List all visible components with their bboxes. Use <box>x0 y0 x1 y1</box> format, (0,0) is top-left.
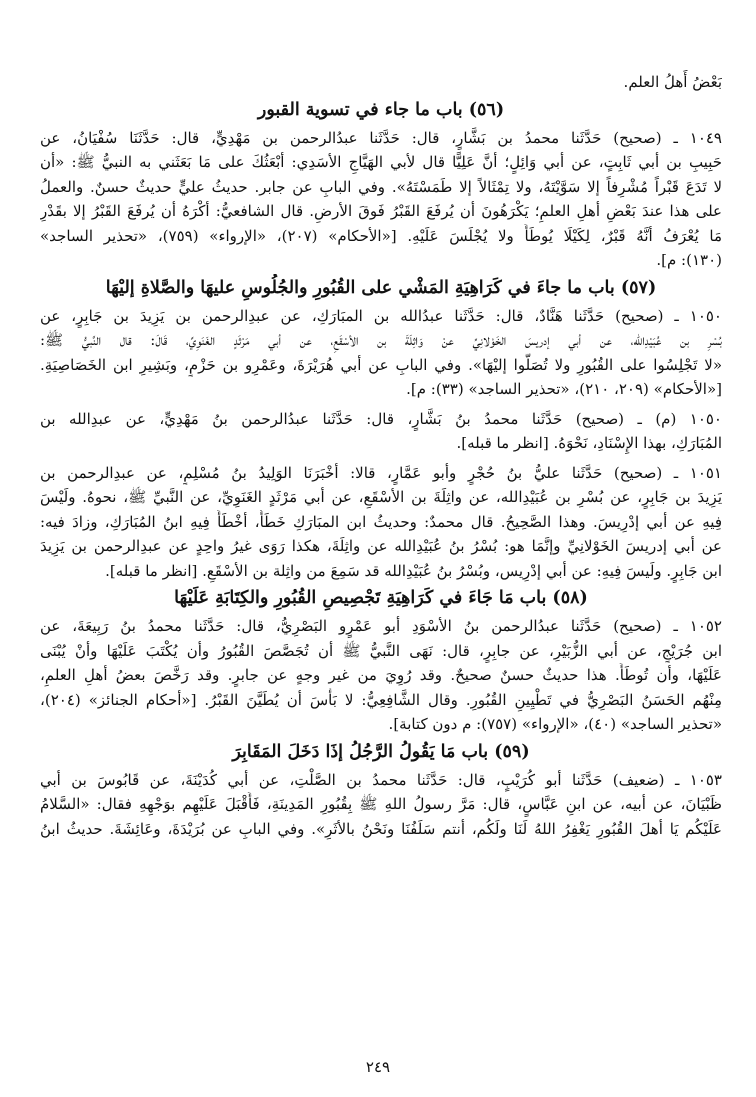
text-line: ١٠٥٢ ـ (صحيح) حَدَّثَنا عبدُالرحمن بنُ الأسْوَدِ أبو عَمْرٍو البَصْرِيُّ، قال: حَدَّثَنا محمدُ بنُ رَبِيعَةَ، عن <box>40 617 722 635</box>
text-line: ابن جَابِرٍ. ولَيسَ فِيهِ: عن أبي إدْرِيس، وبُسْرُ بنُ عُبَيْدِالله قد سَمِعَ من واثِلة بن الأسْقَعِ. [انظر ما قبله]. <box>105 561 722 580</box>
text-line: على هذا عندَ بَعْضِ أهلِ العلمِ؛ يَكْرَهُونَ أن يُرفَعَ القَبْرُ فَوقَ الأرضِ. قال الشافعيُّ: أكْرَهُ أن يُرفَعَ القَبْرُ إلا بقَدْرِ <box>40 202 722 220</box>
text-line: [«الأحكام» (٢٠٩، ٢١٠)، «تحذير الساجد» (٣٣): م]. <box>406 380 722 398</box>
text-line: ظَبْيَانَ، عن أبيه، عن ابنِ عَبَّاسٍ، قال: مَرَّ رسولُ اللهِ ﷺ بِقُبُورِ المَدِينَةِ، فَأَقْبَلَ عَلَيْهِم بوَجْهِهِ فقال: «السَّلامُ <box>40 795 722 813</box>
text-line: عَلَيْهَا، وأن تُوطَأَ. هذا حديثٌ حسنٌ صحيحٌ. وقد رُوِيَ من غير وجهٍ عن جابرٍ. وقد رَخَّصَ بعضُ أهلِ العلمِ، <box>40 666 722 684</box>
hadith-1050-m <box>40 407 722 456</box>
text-line: عن أبي إدريسَ الخَوْلانِيِّ وإنَّمَا هو: بُسْرُ بنُ عُبَيْدِالله عن واثِلَةَ، هكذا رَوَى غيرُ واحِدٍ عن عبدِالرحمن بن يَزِيدَ <box>40 537 722 555</box>
text-line: مِنْهُم الحَسَنُ البَصْرِيُّ في تَطْيِينِ القُبُورِ. وقال الشَّافِعِيُّ: لا بَأْسَ أن يُطَيَّنَ القَبْرُ. [«أحكام الجنائز» (٢٠٤)، <box>40 690 722 709</box>
hadith-1052 <box>40 614 722 737</box>
text-line: مَا يُعْرَفُ أنَّهُ قَبْرٌ، لِكَيْلَا يُوطَأَ ولا يُجْلَسَ عَلَيْهِ. [«الأحكام» (٢٠٧)، «الإرواء» (٧٥٩)، «تحذير الساجد» <box>40 226 722 245</box>
text-line: بُسْرِ بن عُبَيْدِالله، عن أبي إدريسَ الخَوْلانِيِّ عنْ وَاثِلَةَ بن الأسْقَعِ، عن أبي مَرْثَدٍ الغَنَوِيِّ، قَالَ: قال النَّبيُّ ﷺ: <box>40 331 722 349</box>
text-line: ١٠٥٣ ـ (ضعيف) حَدَّثَنا أبو كُرَيْبٍ، قال: حَدَّثَنا محمدُ بن الصَّلْتِ، عن أبي كُدَيْنَةَ، عن قَابُوسَ بن أبي <box>40 770 722 789</box>
text-line: المُبَارَكِ، بهذا الإِسْنَادِ، نَحْوَهُ. [انظر ما قبله]. <box>456 434 722 452</box>
text-line: ابن جُرَيْجٍ، عن أبي الزُّبَيْرِ، عن جابِرٍ، قال: نَهَى النَّبيُّ ﷺ أن تُجَصَّصَ القُبُورُ وأن يُكْتَبَ عَلَيْهَا وأنْ يُبْنَى <box>40 641 722 660</box>
page-body <box>40 68 722 841</box>
hadith-1051 <box>40 461 722 584</box>
text-line: حَبِيبِ بن أبي ثَابِتٍ، عن أبي وَائِلٍ؛ أنَّ عَلِيًّا قال لأبي الهَيَّاجِ الأسَدِي: أبْعَثُكَ على مَا بَعَثَني به النبيُّ ﷺ: «أن <box>40 153 722 171</box>
continuation-paragraph <box>40 70 722 95</box>
text-line: «تحذير الساجد» (٤٠)، «الإرواء» (٧٥٧): م دون كتابة]. <box>388 715 722 733</box>
chapter-heading-58: (٥٨) باب مَا جَاءَ في كَرَاهِيَةِ تَجْصِيصِ القُبُورِ والكِتَابَةِ عَلَيْهَا <box>174 588 588 608</box>
text-line: فِيهِ عن أبي إدْرِيسَ. وهذا الصَّحِيحُ. قال محمدٌ: وحديثُ ابن المبَارَكِ خَطَأٌ، أخْطَأَ فِيهِ ابنُ المُبَارَكِ، وزادَ فيه: <box>40 512 722 531</box>
page-number: ٢٤٩ <box>365 1058 391 1076</box>
chapter-heading-59: (٥٩) باب مَا يَقُولُ الرَّجُلُ إذَا دَخَلَ المَقَابِرَ <box>232 741 530 762</box>
text-line: عَلَيْكُم يَا أهلَ القُبُورِ يَغْفِرُ اللهُ لَنَا ولَكُم، أنتم سَلَفُنَا ونَحْنُ بالأثَرِ». وفي البابِ عن بُرَيْدَةَ، وعَائِشَةَ. حديثُ ابنُ <box>40 819 722 838</box>
text-line: ١٠٥٠ (م) ـ (صحيح) حَدَّثَنا محمدُ بنُ بَشَّارٍ، قال: حَدَّثَنا عبدُالرحمن بنُ مَهْدِيٍّ، عن عبدِالله بن <box>40 409 722 428</box>
chapter-heading-56: (٥٦) باب ما جاء في تسوية القبور <box>257 99 505 120</box>
hadith-1053 <box>40 768 722 842</box>
text-line: لا تَدَعَ قَبْراً مُشْرِفاً إلا سَوَّيْتَهُ، ولا تِمْثَالاً إلا طَمَسْتَهُ». وفي البابِ عن جابر. حديثُ عليٍّ حديثٌ حسنٌ. والعملُ <box>40 177 722 196</box>
text-line: ١٠٥١ ـ (صحيح) حَدَّثَنا عليُّ بنُ حُجْرٍ وأبو عَمَّارٍ، قالا: أخْبَرَنَا الوَلِيدُ بنُ مُسْلِمٍ، عن عبدِالرحمن بن <box>40 463 722 482</box>
text-line: ١٠٥٠ ـ (صحيح) حَدَّثَنا هَنَّادٌ، قال: حَدَّثَنا عبدُالله بن المبَارَكِ، عن عبدِالرحمن بن يَزِيدَ بن جَابِرٍ، عن <box>40 306 722 325</box>
text-line: «لا تَجْلِسُوا على القُبُورِ ولا تُصَلُّوا إليْهَا». وفي البابِ عن أبي هُرَيْرَةَ، وعَمْرِو بن حَزْمٍ، وبَشِيرِ ابن الخَصَاصِيَةِ. <box>40 355 722 374</box>
text-line: ١٠٤٩ ـ (صحيح) حَدَّثَنا محمدُ بن بَشَّارٍ، قال: حَدَّثَنا عبدُالرحمن بن مَهْدِيٍّ، قال: حَدَّثَنَا سُفْيَانُ، عن <box>40 128 722 147</box>
text-line: بَعْضُ أَهلُ العلم. <box>623 73 722 91</box>
hadith-1049 <box>40 126 722 273</box>
hadith-1050 <box>40 304 722 402</box>
text-line: يَزِيدَ بن جَابِرٍ، عن بُسْرِ بن عُبَيْدِالله، عن واثِلَةَ بن الأسْقَعِ، عن أبي مَرْثَدٍ الغَنَوِيِّ، عن النَّبيِّ ﷺ، نحوهُ. ولَيْسَ <box>40 488 722 506</box>
chapter-heading-57: (٥٧) باب ما جاءَ في كَرَاهِيَةِ المَشْي على القُبُورِ والجُلُوسِ عليهَا والصَّلاةِ إليْهَا <box>105 277 657 298</box>
text-line: (١٣٠): م]. <box>656 251 722 269</box>
